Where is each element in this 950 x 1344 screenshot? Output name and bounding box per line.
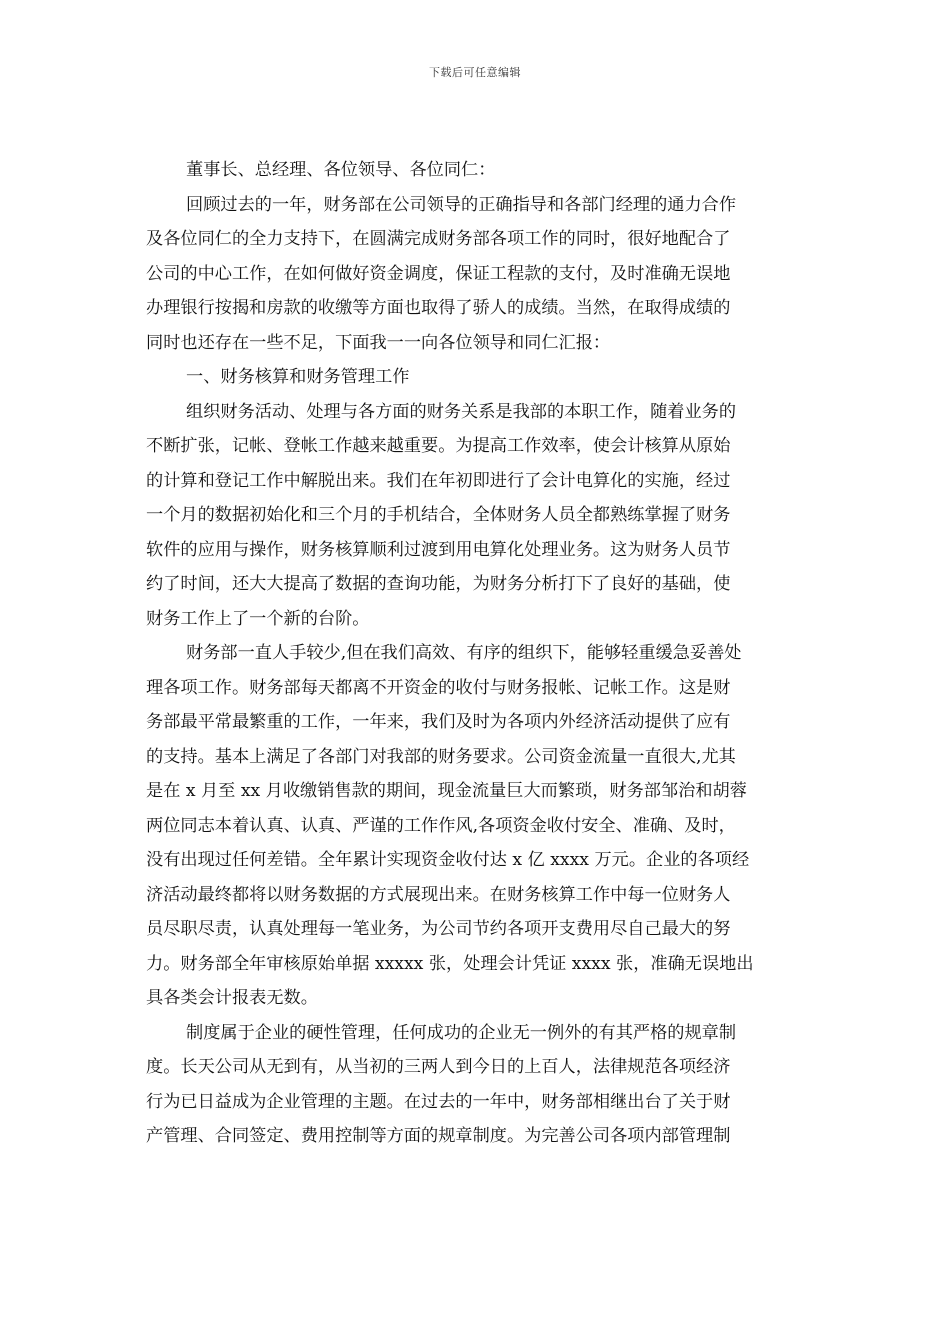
text-line: 没有出现过任何差错。全年累计实现资金收付达 x 亿 xxxx 万元。企业的各项经 <box>146 850 750 870</box>
header-note: 下载后可任意编辑 <box>429 66 521 79</box>
text-line: 回顾过去的一年，财务部在公司领导的正确指导和各部门经理的通力合作 <box>186 194 737 215</box>
text-line: 约了时间，还大大提高了数据的查询功能，为财务分析打下了良好的基础，使 <box>146 574 731 594</box>
text-line: 不断扩张，记帐、登帐工作越来越重要。为提高工作效率，使会计核算从原始 <box>146 436 731 456</box>
text-line: 度。长天公司从无到有，从当初的三两人到今日的上百人，法律规范各项经济 <box>146 1057 731 1077</box>
text-line: 的计算和登记工作中解脱出来。我们在年初即进行了会计电算化的实施，经过 <box>146 470 731 491</box>
text-line: 务部最平常最繁重的工作，一年来，我们及时为各项内外经济活动提供了应有 <box>146 712 731 732</box>
text-line: 一、财务核算和财务管理工作 <box>186 367 410 387</box>
text-line: 员尽职尽责，认真处理每一笔业务，为公司节约各项开支费用尽自己最大的努 <box>146 919 731 939</box>
text-line: 财务工作上了一个新的台阶。 <box>146 608 370 629</box>
text-line: 的支持。基本上满足了各部门对我部的财务要求。公司资金流量一直很大,尤其 <box>146 746 736 767</box>
text-line: 办理银行按揭和房款的收缴等方面也取得了骄人的成绩。当然，在取得成绩的 <box>146 298 731 318</box>
text-line: 两位同志本着认真、认真、严谨的工作作风,各项资金收付安全、准确、及时， <box>146 815 736 836</box>
text-line: 及各位同仁的全力支持下，在圆满完成财务部各项工作的同时，很好地配合了 <box>146 229 731 249</box>
text-line: 产管理、合同签定、费用控制等方面的规章制度。为完善公司各项内部管理制 <box>146 1126 731 1146</box>
text-line: 行为已日益成为企业管理的主题。在过去的一年中，财务部相继出台了关于财 <box>146 1091 731 1112</box>
text-line: 理各项工作。财务部每天都离不开资金的收付与财务报帐、记帐工作。这是财 <box>146 677 731 698</box>
text-line: 财务部一直人手较少,但在我们高效、有序的组织下，能够轻重缓急妥善处 <box>186 643 742 663</box>
text-line: 是在 x 月至 xx 月收缴销售款的期间，现金流量巨大而繁琐，财务部邹治和胡蓉 <box>146 781 747 801</box>
text-line: 具各类会计报表无数。 <box>146 988 318 1008</box>
text-line: 组织财务活动、处理与各方面的财务关系是我部的本职工作，随着业务的 <box>186 401 737 422</box>
text-line: 制度属于企业的硬性管理，任何成功的企业无一例外的有其严格的规章制 <box>186 1022 737 1043</box>
text-line: 力。财务部全年审核原始单据 xxxxx 张，处理会计凭证 xxxx 张，准确无误地出 <box>146 953 754 974</box>
text-line: 同时也还存在一些不足，下面我一一向各位领导和同仁汇报： <box>146 332 611 353</box>
text-line: 公司的中心工作，在如何做好资金调度，保证工程款的支付，及时准确无误地 <box>146 263 731 284</box>
text-line: 董事长、总经理、各位领导、各位同仁： <box>186 160 496 180</box>
text-line: 软件的应用与操作，财务核算顺利过渡到用电算化处理业务。这为财务人员节 <box>146 539 731 560</box>
document-body <box>146 153 806 1154</box>
text-line: 济活动最终都将以财务数据的方式展现出来。在财务核算工作中每一位财务人 <box>146 884 731 905</box>
text-line: 一个月的数据初始化和三个月的手机结合，全体财务人员全都熟练掌握了财务 <box>146 505 731 525</box>
